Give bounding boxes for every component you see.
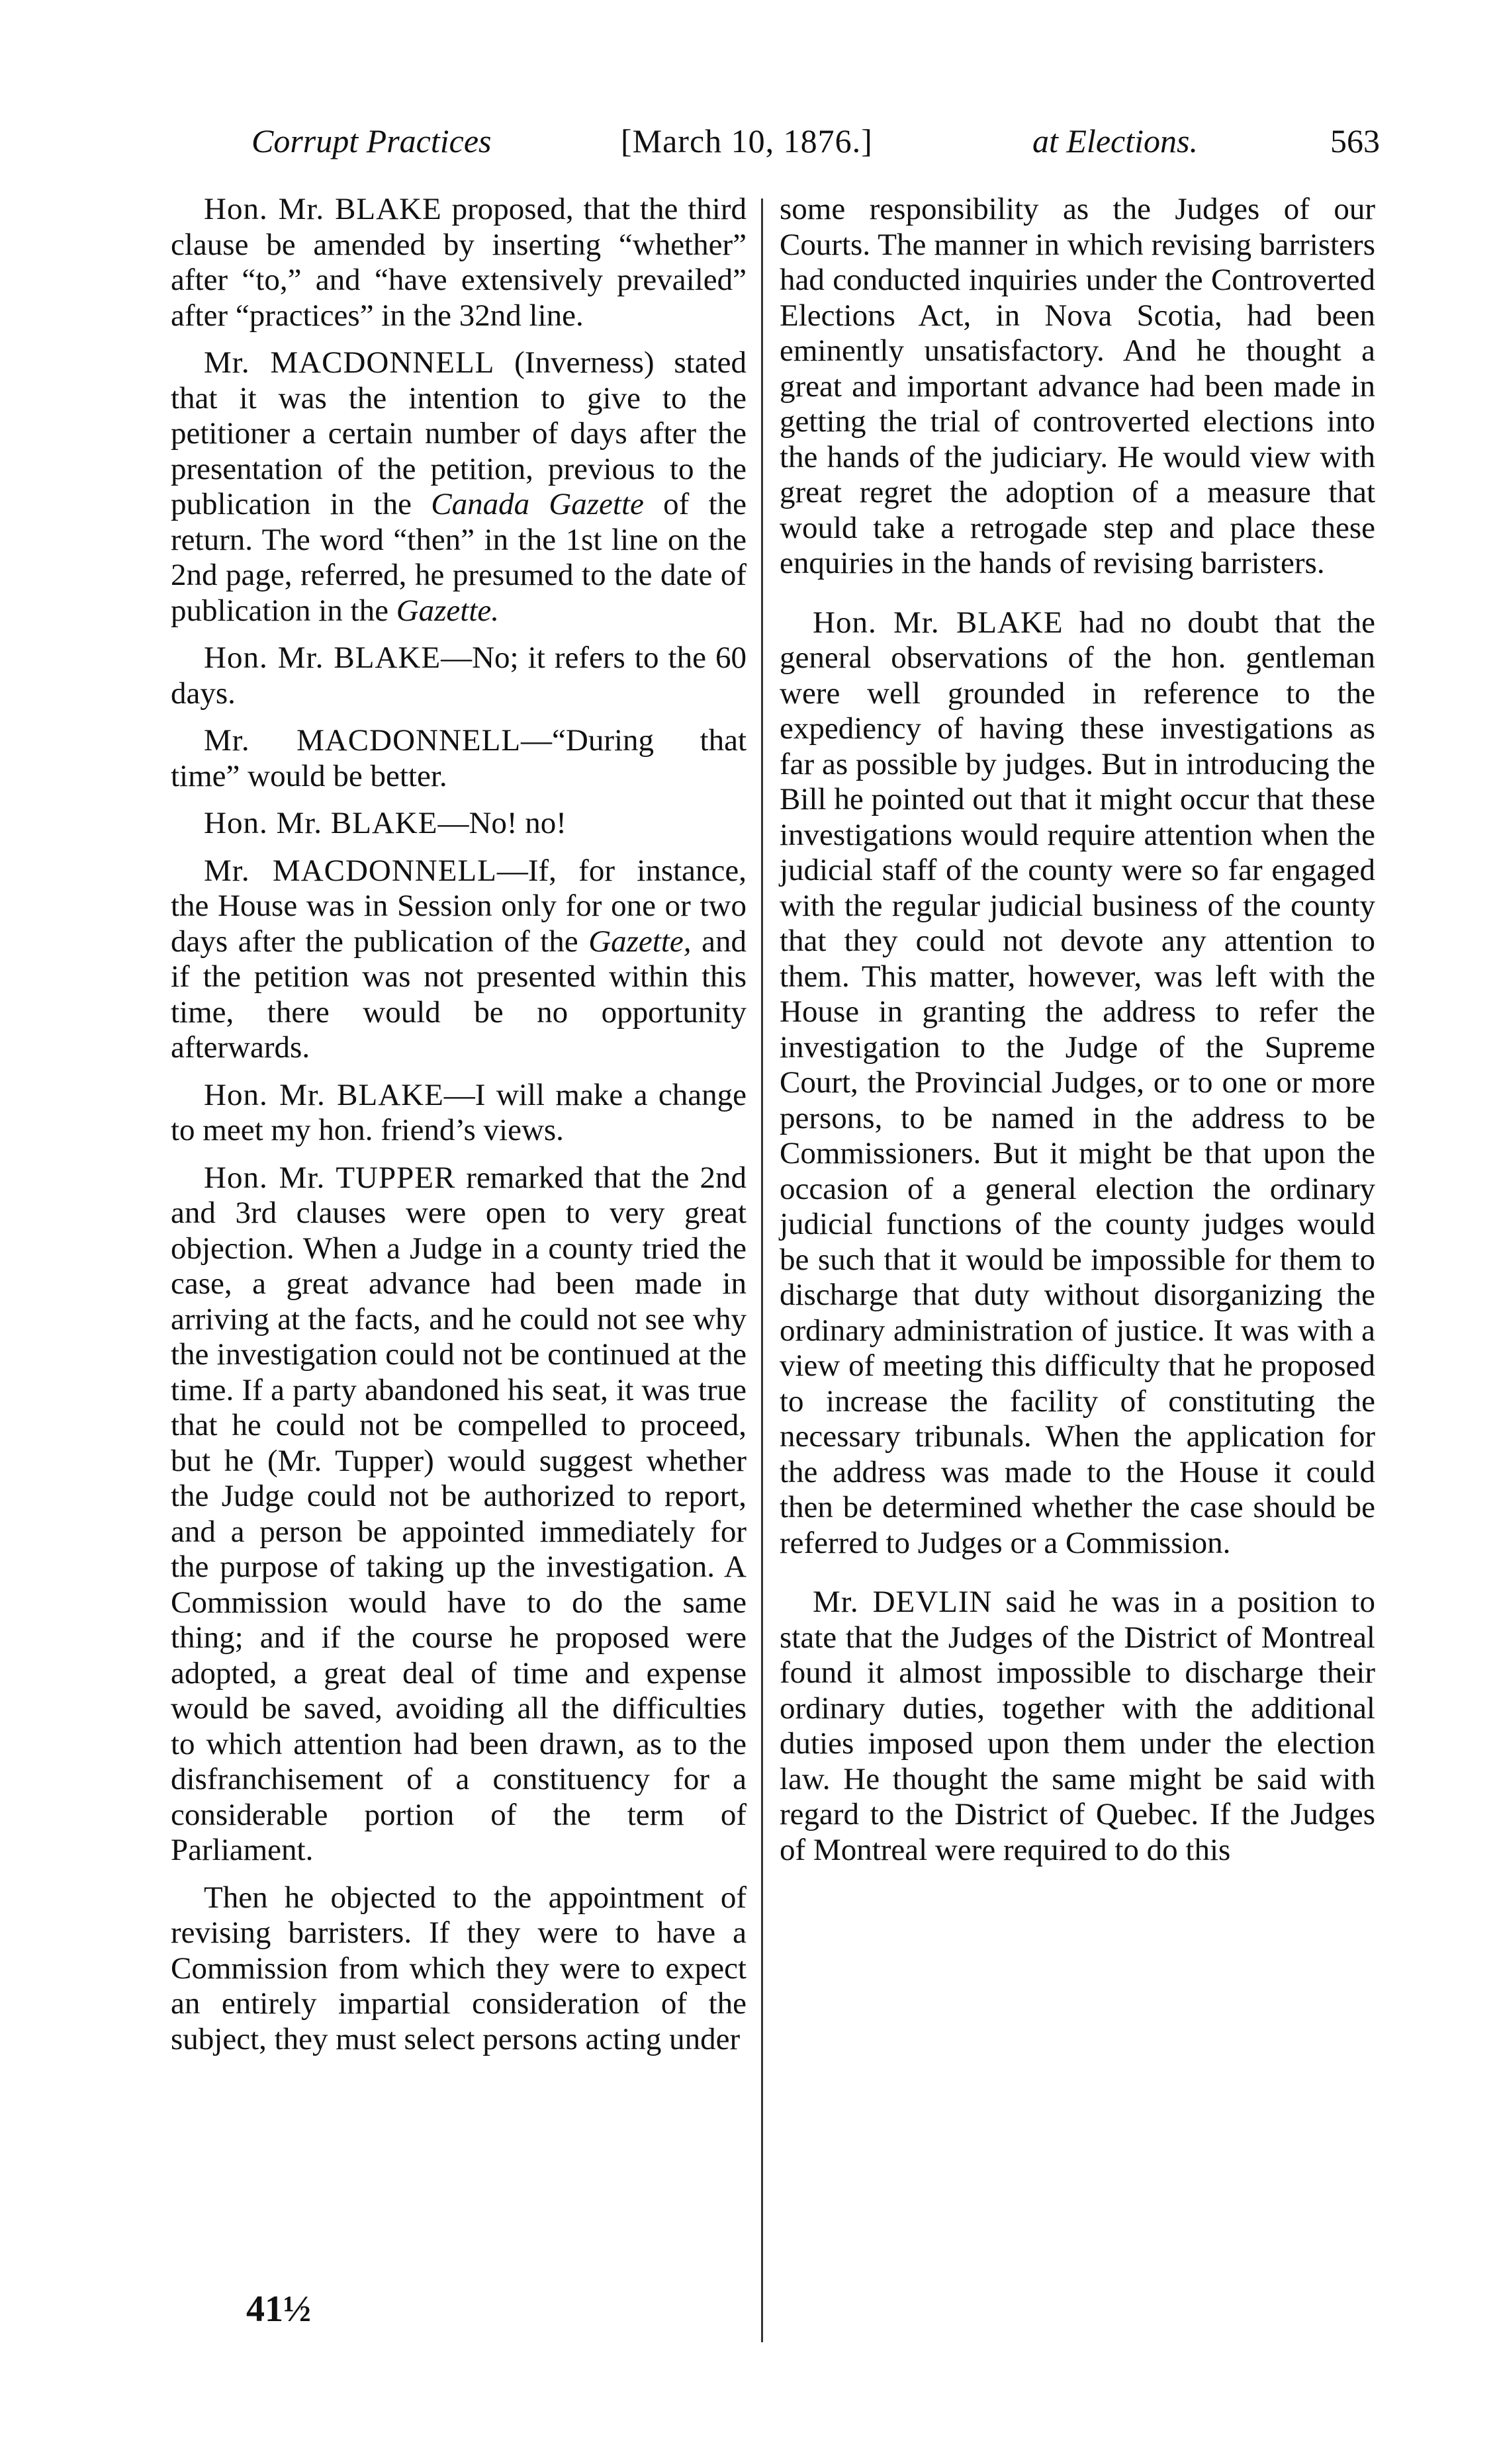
paragraph-text: —No; it refers to the 60 days. — [171, 640, 747, 711]
page-number: 563 — [1330, 122, 1380, 159]
paragraph-text: and if the petition was not presented within this time, there would be no opportunity afterwards. — [171, 924, 747, 1065]
paragraph-text: said he was in a position to state that the Judges of the District of Montreal found it almost impossible to discharge their ordinary duties, together with the additional duties imposed upon them under the election law. He thought the same might be said with regard to the District of Quebec. If the Judges of Montreal were required to do this — [780, 1585, 1375, 1867]
paragraph — [171, 1880, 747, 2058]
paragraph — [780, 605, 1375, 1562]
paragraph-text: —If, for instance, the House was in Session only for one or two days after the publication of the — [171, 853, 747, 959]
column-divider — [761, 198, 763, 2342]
right-column — [780, 192, 1375, 1880]
paragraph — [780, 1585, 1375, 1868]
signature-mark: 41½ — [246, 2289, 311, 2330]
paragraph — [780, 192, 1375, 582]
paragraph-text: —“During that time” would be better. — [171, 723, 747, 793]
speaker-name: Hon. Mr. BLAKE — [813, 605, 1064, 640]
paragraph — [171, 1078, 747, 1149]
paragraph-text: some responsibility as the Judges of our Courts. The manner in which revising barristers had conducted inquiries under the Controverted Elections Act, in Nova Scotia, had been eminently unsatisfactory. And he thought a great and important advance had been made in getting the trial of controverted elections into the hands of the judiciary. He would view with great regret the adoption of a measure that would take a retrogade step and place these enquiries in the hands of revising barristers. — [780, 192, 1375, 580]
speaker-name: Hon. Mr. BLAKE — [204, 192, 442, 226]
running-header — [238, 118, 1390, 164]
speaker-name: Hon. Mr. BLAKE — [204, 806, 438, 840]
paragraph — [171, 640, 747, 711]
italic-text: Gazette, — [588, 924, 692, 959]
paragraph — [171, 723, 747, 794]
header-right-title: at Elections. — [1032, 122, 1198, 159]
speaker-name: Hon. Mr. TUPPER — [204, 1160, 456, 1195]
speaker-name: Mr. MACDONNELL — [204, 853, 497, 888]
paragraph — [171, 1161, 747, 1869]
paragraph-text: (Inverness) stated that it was the intention to give to the petitioner a certain number of days after the presentation of the petition, previous to the publication in the — [171, 345, 747, 521]
paragraph-text: —I will make a change to meet my hon. friend’s views. — [171, 1077, 747, 1147]
paragraph-text: Then he objected to the appointment of revising barristers. If they were to have a Commission from which they were to expect an entirely impartial consideration of the subject, they must select persons acting under — [171, 1880, 747, 2056]
paragraph-text: —No! no! — [437, 806, 567, 840]
header-date: [March 10, 1876.] — [621, 122, 873, 159]
paragraph-text: remarked that the 2nd and 3rd clauses were open to very great objection. When a Judge in a county tried the case, a great advance had been made in arriving at the facts, and he could not see why the investigation could not be continued at the time. If a party abandoned his seat, it was true that he could not be compelled to proceed, but he (Mr. Tupper) would suggest whether the Judge could not be authorized to report, and a person be appointed immediately for the purpose of taking up the investigation. A Commission would have to do the same thing; and if the course he proposed were adopted, a great deal of time and expense would be saved, avoiding all the difficulties to which attention had been drawn, as to the disfranchisement of a constituency for a considerable portion of the term of Parliament. — [171, 1160, 747, 1867]
speaker-name: Mr. DEVLIN — [813, 1585, 993, 1619]
paragraph-text: proposed, that the third clause be amended by inserting “whether” after “to,” and “have extensively prevailed” after “practices” in the 32nd line. — [171, 192, 747, 333]
paragraph — [171, 806, 747, 842]
speaker-name: Mr. MACDONNELL — [204, 345, 495, 380]
paragraph — [171, 345, 747, 629]
speaker-name: Mr. MACDONNELL — [204, 723, 522, 758]
speaker-name: Hon. Mr. BLAKE — [204, 1077, 444, 1112]
paragraph — [171, 854, 747, 1066]
paragraph-text: of the return. The word “then” in the 1st line on the 2nd page, referred, he presumed to the date of publication in the — [171, 487, 747, 628]
italic-text: Canada Gazette — [431, 487, 644, 521]
speaker-name: Hon. Mr. BLAKE — [204, 640, 441, 675]
paragraph-text: had no doubt that the general observations of the hon. gentleman were well grounded in reference to the expediency of having these investigations as far as possible by judges. But in introducing the Bill he pointed out that it might occur that these investigations would require attention when the judicial staff of the county were so far engaged with the regular judicial business of the county that they could not devote any attention to them. This matter, however, was left with the House in granting the address to refer the investigation to the Judge of the Supreme Court, the Provincial Judges, or to one or more persons, to be named in the address to be Commissioners. But it might be that upon the occasion of a general election the ordinary judicial functions of the county judges would be such that it would be impossible for them to discharge that duty without disorganizing the ordinary administration of justice. It was with a view of meeting this difficulty that he proposed to increase the facility of constituting the necessary tribunals. When the application for the address was made to the House it could then be determined whether the case should be referred to Judges or a Commission. — [780, 605, 1375, 1560]
header-left-title: Corrupt Practices — [251, 122, 492, 159]
italic-text: Gazette. — [396, 593, 500, 628]
left-column — [171, 192, 747, 2069]
paragraph — [171, 192, 747, 333]
